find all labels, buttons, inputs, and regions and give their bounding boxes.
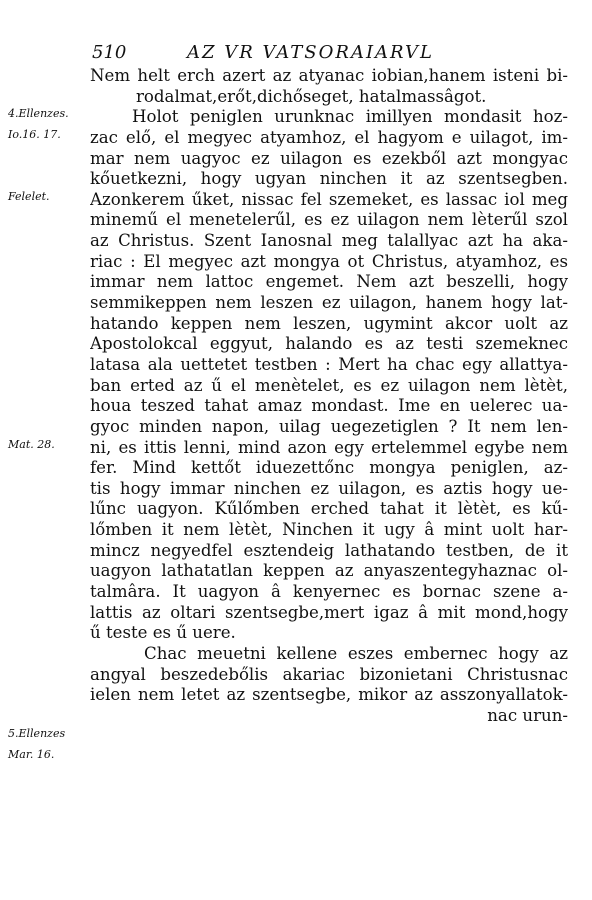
text-line: ű teste es ű uere. [90,623,236,643]
page-header [92,42,562,68]
text-line: semmikeppen nem leszen ez uilagon, hanem hogy lat- [90,293,568,313]
text-line: ni, es ittis lenni, mind azon egy ertelemmel egybe nem [90,437,568,457]
text-line: riac : El megyec azt mongya ot Christus, atyamhoz, es [90,251,568,271]
text-line: angyal beszedebőlis akariac bizonietani Christusnac [90,664,568,684]
catchword: nac urun- [487,705,568,725]
margin-note: Mat. 28. [8,438,55,451]
text-line: lattis az oltari szentsegbe,mert igaz â mit mond,hogy [90,602,568,622]
page-number: 510 [92,42,127,63]
text-line: Holot peniglen urunknac imillyen mondasit hoz- [132,107,568,127]
text-line: Azonkerem űket, nissac fel szemeket, es lassac iol meg [90,189,568,209]
text-line: mar nem uagyoc ez uilagon es ezekből azt mongyac [90,148,568,168]
margin-note: Io.16. 17. [8,128,61,141]
text-line: ielen nem letet az szentsegbe, mikor az asszonyallatok- [90,685,568,705]
text-line: rodalmat,erőt,dichőseget, hatalmassâgot. [136,86,487,106]
text-line: Apostolokcal eggyut, halando es az testi szemeknec [90,334,568,354]
text-line: mincz negyedfel esztendeig lathatando testben, de it [90,540,568,560]
text-line: az Christus. Szent Ianosnal meg talallyac azt ha aka- [90,231,568,251]
text-line: gyoc minden napon, uilag uegezetiglen ? It nem len- [90,416,568,436]
body-text [90,66,568,727]
text-line: fer. Mind kettőt iduezettőnc mongya peniglen, az- [90,458,568,478]
text-line: lőmben it nem lètèt, Ninchen it ugy â mint uolt har- [90,520,568,540]
text-line: lűnc uagyon. Kűlőmben erched tahat it lètèt, es kű- [90,499,568,519]
text-line: minemű el menetelerűl, es ez uilagon nem lèterűl szol [90,210,568,230]
text-line: latasa ala uettetet testben : Mert ha chac egy allattya- [90,354,568,374]
text-line: uagyon lathatatlan keppen az anyaszentegyhaznac ol- [90,561,568,581]
text-line: immar nem lattoc engemet. Nem azt beszelli, hogy [90,272,568,292]
margin-note: 4.Ellenzes. [8,107,69,121]
margin-note: Felelet. [8,190,50,203]
running-title: AZ VR VATSORAIARVL [187,42,434,63]
text-line: ban erted az ű el menètelet, es ez uilagon nem lètèt, [90,375,568,395]
text-line: tis hogy immar ninchen ez uilagon, es aztis hogy ue- [90,478,568,498]
text-line: Nem helt erch azert az atyanac iobian,hanem isteni bi- [90,66,568,85]
text-line: kőuetkezni, hogy ugyan ninchen it az szentsegben. [90,169,568,189]
text-line: houa teszed tahat amaz mondast. Ime en uelerec ua- [90,396,568,416]
margin-note: 5.Ellenzes [8,727,66,740]
text-line: Chac meuetni kellene eszes embernec hogy az [144,643,568,663]
margin-note: Mar. 16. [8,747,55,761]
text-line: talmâra. It uagyon â kenyernec es bornac szene a- [90,582,568,602]
text-line: zac elő, el megyec atyamhoz, el hagyom e uilagot, im- [90,127,568,147]
text-line: hatando keppen nem leszen, ugymint akcor uolt az [90,313,568,333]
